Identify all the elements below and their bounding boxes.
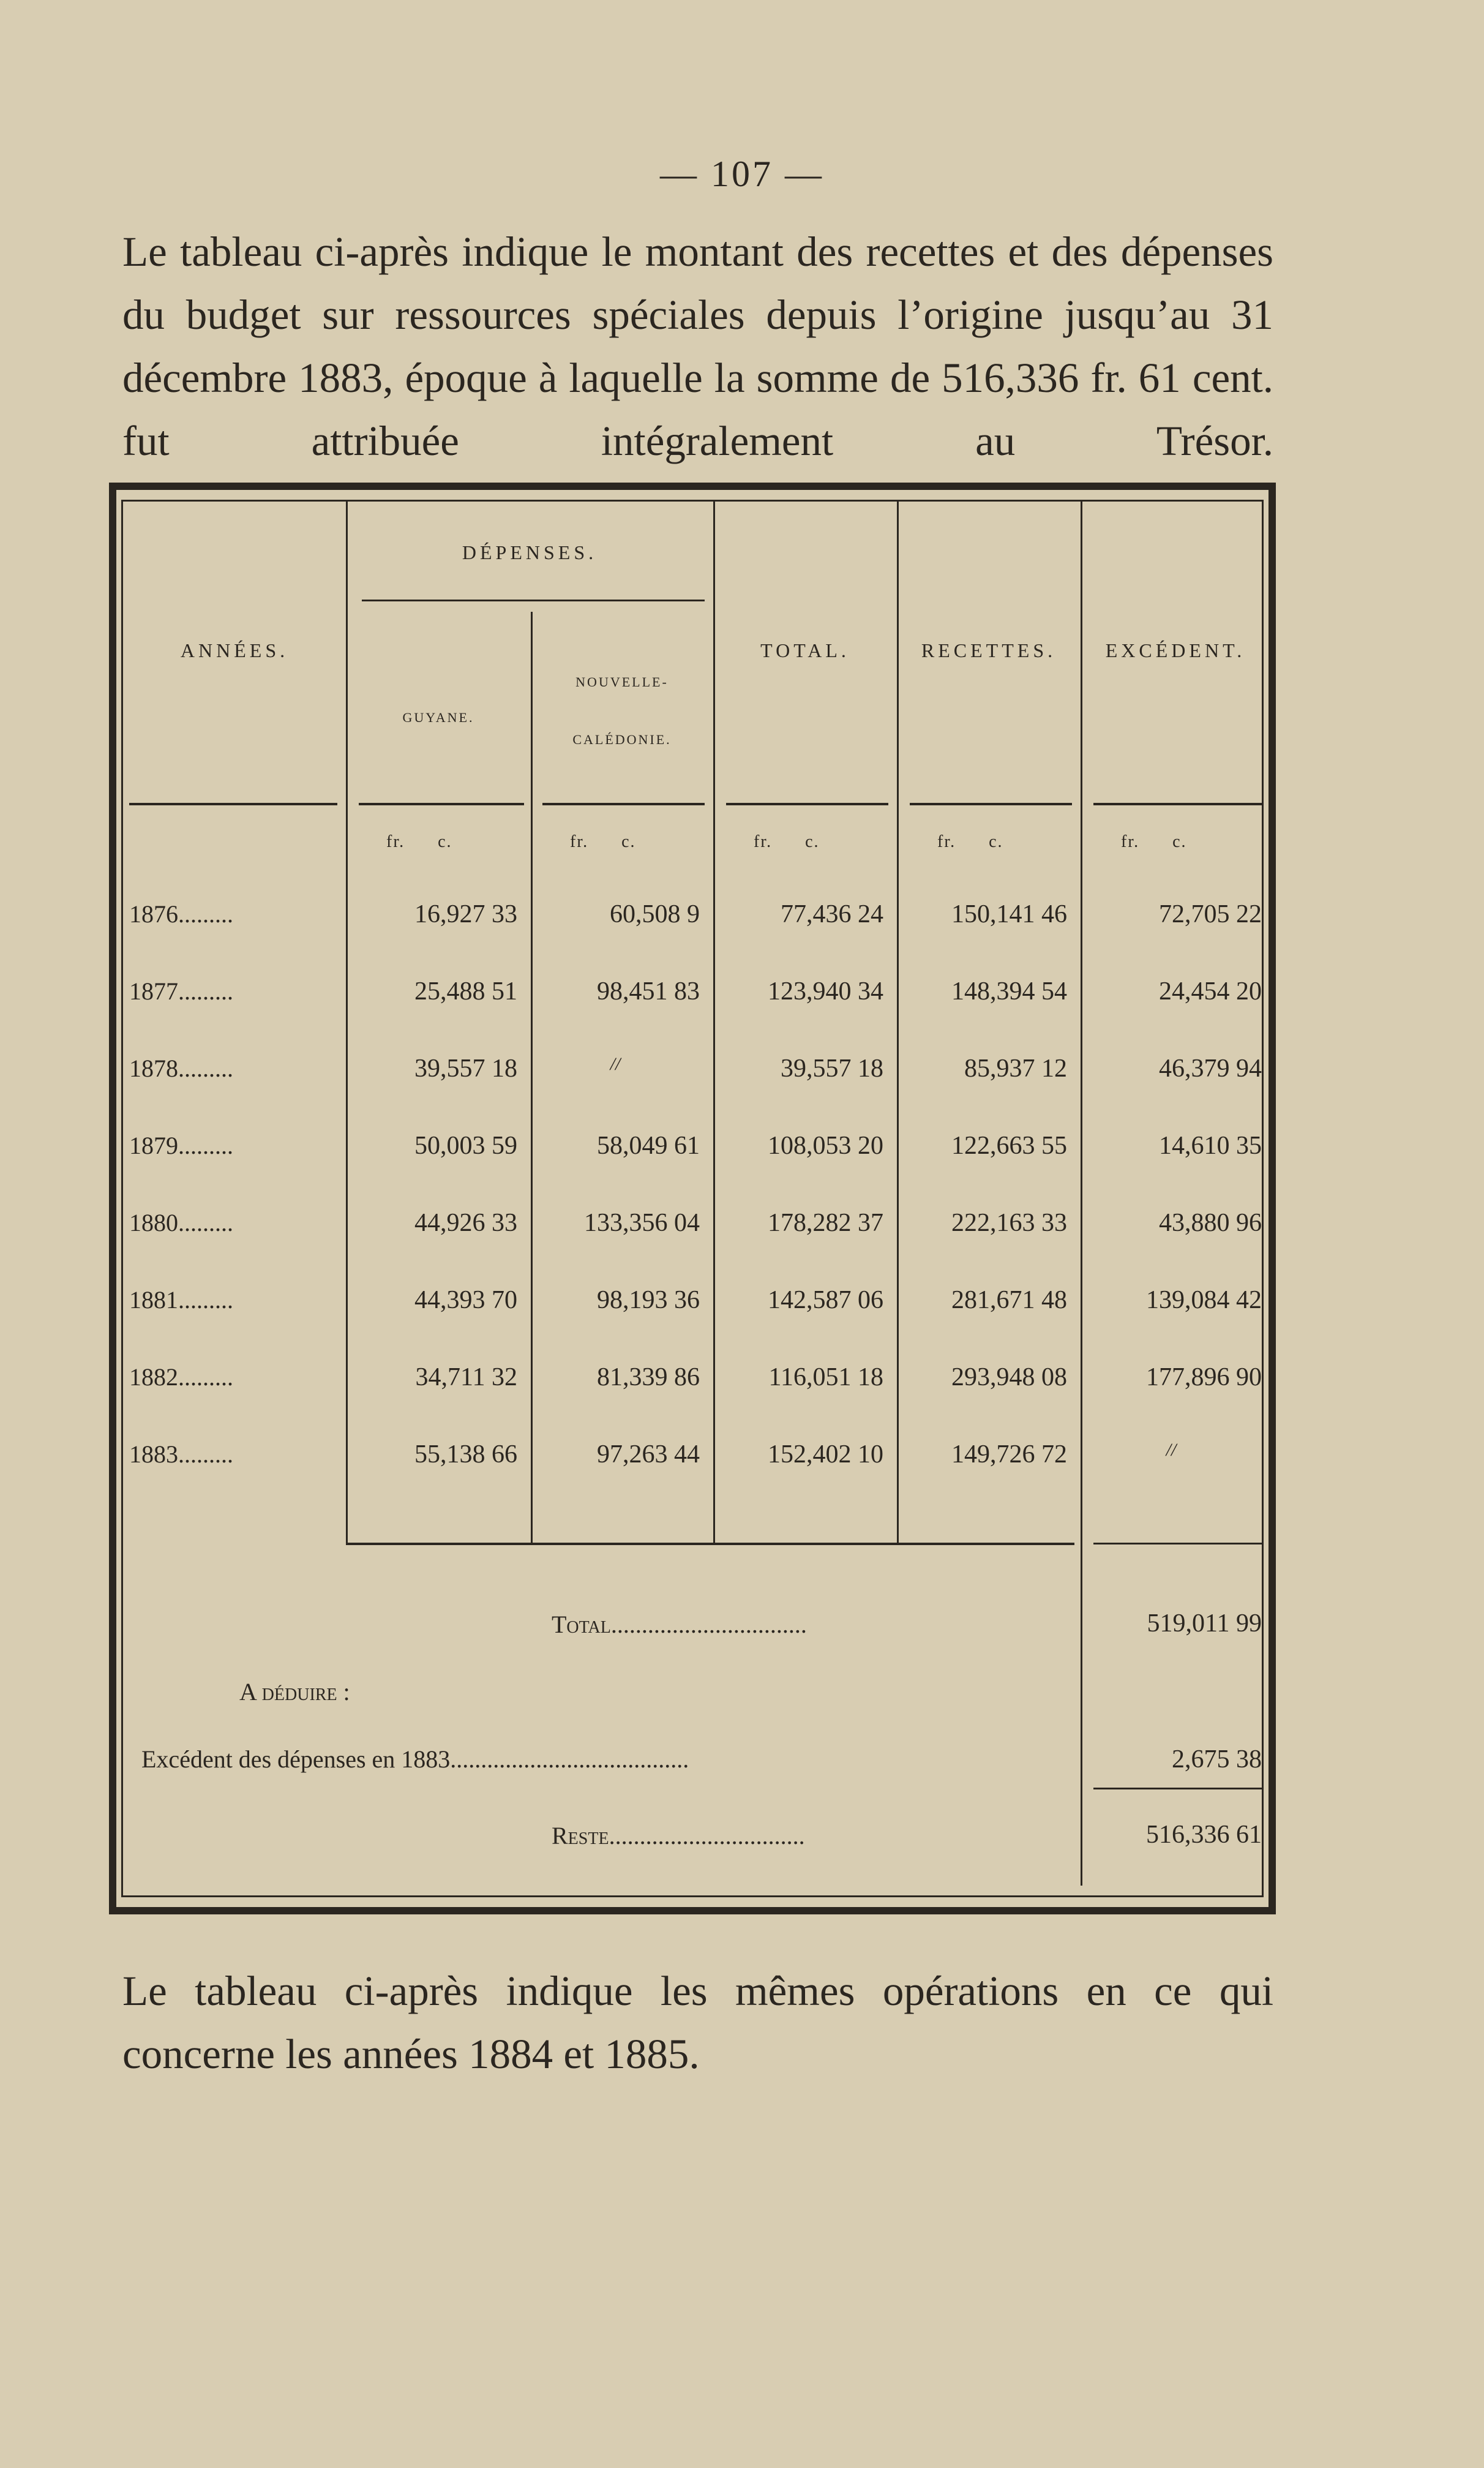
cell-recettes: 149,726 72 — [951, 1440, 1067, 1469]
cell-total: 77,436 24 — [781, 900, 883, 928]
col-divider-guyane — [531, 612, 533, 1543]
cell-recettes: 150,141 46 — [951, 900, 1067, 928]
cell-total: 178,282 37 — [768, 1209, 883, 1237]
closing-paragraph: Le tableau ci-après indique les mêmes opérations en ce qui concerne les années 1884 et 1885. — [122, 1968, 1273, 2077]
cell-excedent: 139,084 42 — [1146, 1286, 1262, 1314]
cell-guyane: 16,927 33 — [414, 900, 517, 928]
cell-total: 152,402 10 — [768, 1440, 883, 1469]
excedent-bottom-rule — [1093, 1543, 1262, 1544]
cell-caledonie: 81,339 86 — [597, 1363, 700, 1391]
cell-caledonie: 98,193 36 — [597, 1286, 700, 1314]
unit-caledonie: fr. c. — [570, 832, 636, 851]
reste-rule — [1093, 1788, 1262, 1789]
budget-table — [109, 483, 1276, 1914]
header-rule-recettes — [910, 803, 1072, 805]
header-guyane: GUYANE. — [402, 710, 474, 725]
cell-total: 116,051 18 — [768, 1363, 883, 1391]
cell-recettes: 281,671 48 — [951, 1286, 1067, 1314]
cell-excedent: 24,454 20 — [1159, 977, 1262, 1006]
header-rule-guyane — [359, 803, 524, 805]
reste-label: Reste................................ — [552, 1822, 805, 1849]
cell-year: 1882......... — [129, 1363, 233, 1391]
cell-excedent: 177,896 90 — [1146, 1363, 1262, 1391]
unit-recettes: fr. c. — [937, 832, 1003, 851]
total-label: Total................................ — [552, 1611, 807, 1638]
cell-guyane: 25,488 51 — [414, 977, 517, 1006]
reste-value: 516,336 61 — [1146, 1821, 1262, 1849]
deduire-label: A déduire : — [239, 1678, 350, 1706]
cell-year: 1876......... — [129, 900, 233, 928]
cell-guyane: 44,393 70 — [414, 1286, 517, 1314]
cell-recettes: 148,394 54 — [951, 977, 1067, 1006]
header-rule-caledonie — [542, 803, 705, 805]
cell-caledonie: 98,451 83 — [597, 977, 700, 1006]
col-divider-recettes — [1081, 502, 1082, 1886]
header-rule-total — [726, 803, 888, 805]
excedent-depenses-label: Excédent des dépenses en 1883....................................... — [141, 1745, 689, 1773]
cell-year: 1880......... — [129, 1209, 233, 1236]
cell-guyane: 50,003 59 — [414, 1132, 517, 1160]
cell-recettes: 85,937 12 — [964, 1055, 1067, 1083]
header-rule-annees — [129, 803, 337, 805]
unit-excedent: fr. c. — [1121, 832, 1187, 851]
cell-year: 1878......... — [129, 1055, 233, 1082]
table-inner-border — [121, 500, 1264, 1897]
unit-total: fr. c. — [754, 832, 820, 851]
header-rule-excedent — [1093, 803, 1262, 805]
cell-caledonie: 60,508 9 — [610, 900, 700, 928]
page-number: — 107 — — [660, 154, 824, 194]
excedent-depenses-value: 2,675 38 — [1172, 1745, 1262, 1774]
cell-year: 1879......... — [129, 1132, 233, 1159]
unit-guyane: fr. c. — [386, 832, 452, 851]
data-bottom-rule — [346, 1543, 1074, 1545]
cell-excedent: 14,610 35 — [1159, 1132, 1262, 1160]
cell-caledonie: 58,049 61 — [597, 1132, 700, 1160]
cell-guyane: 44,926 33 — [414, 1209, 517, 1237]
cell-caledonie: // — [610, 1054, 621, 1074]
header-caledonie: CALÉDONIE. — [572, 732, 672, 747]
cell-excedent: 72,705 22 — [1159, 900, 1262, 928]
cell-year: 1883......... — [129, 1440, 233, 1468]
cell-guyane: 55,138 66 — [414, 1440, 517, 1469]
cell-recettes: 122,663 55 — [951, 1132, 1067, 1160]
cell-recettes: 293,948 08 — [951, 1363, 1067, 1391]
cell-total: 39,557 18 — [781, 1055, 883, 1083]
header-nouvelle: NOUVELLE- — [575, 674, 669, 690]
header-depenses: DÉPENSES. — [462, 541, 598, 563]
cell-year: 1881......... — [129, 1286, 233, 1314]
cell-caledonie: 133,356 04 — [584, 1209, 700, 1237]
cell-total: 142,587 06 — [768, 1286, 883, 1314]
header-recettes: RECETTES. — [921, 639, 1057, 661]
cell-year: 1877......... — [129, 977, 233, 1005]
cell-guyane: 34,711 32 — [415, 1363, 517, 1391]
total-value: 519,011 99 — [1147, 1609, 1262, 1638]
depenses-brace-rule — [362, 600, 705, 601]
cell-caledonie: 97,263 44 — [597, 1440, 700, 1469]
header-excedent: EXCÉDENT. — [1105, 639, 1246, 661]
cell-total: 108,053 20 — [768, 1132, 883, 1160]
cell-recettes: 222,163 33 — [951, 1209, 1067, 1237]
cell-excedent: // — [1166, 1440, 1177, 1460]
cell-total: 123,940 34 — [768, 977, 883, 1006]
cell-excedent: 46,379 94 — [1159, 1055, 1262, 1083]
header-annees: ANNÉES. — [180, 639, 289, 661]
header-total: TOTAL. — [760, 639, 850, 661]
intro-paragraph: Le tableau ci-après indique le montant des recettes et des dépenses du budget sur ressources spéciales depuis l’origine jusqu’au 31 décembre 1883, époque à laquelle la somme de 516,336 fr. 61 cent. fut attribuée intégralement au Trésor. — [122, 228, 1273, 464]
cell-excedent: 43,880 96 — [1159, 1209, 1262, 1237]
cell-guyane: 39,557 18 — [414, 1055, 517, 1083]
